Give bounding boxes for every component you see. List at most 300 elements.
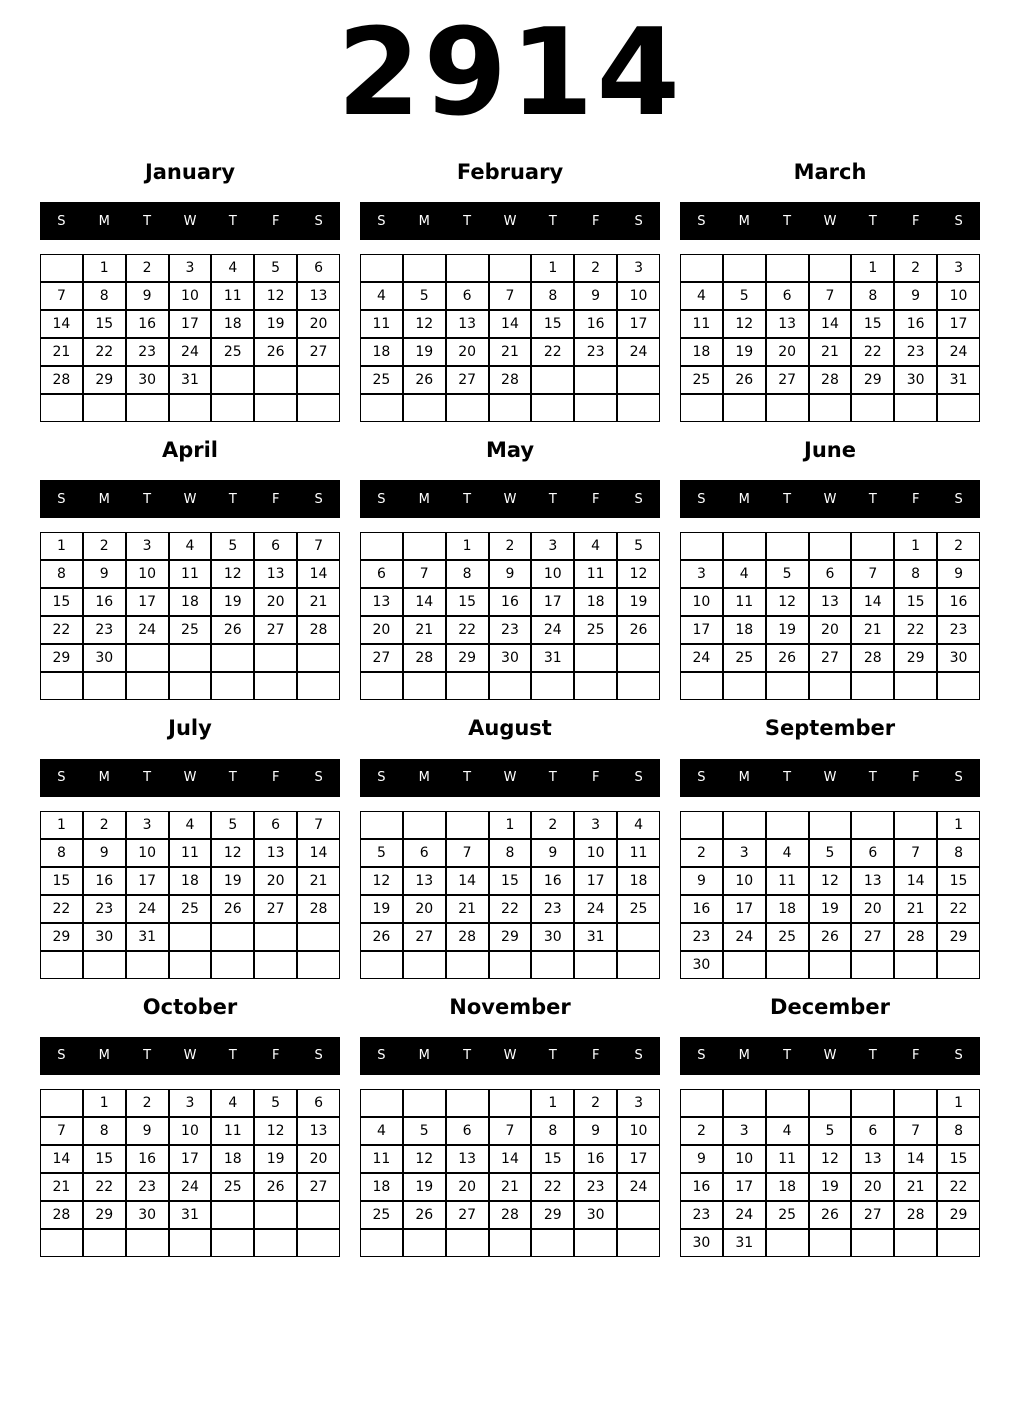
empty-day-cell — [680, 811, 723, 839]
empty-day-cell — [531, 1229, 574, 1257]
day-cell: 30 — [937, 644, 980, 672]
empty-day-cell — [297, 923, 340, 951]
day-cell: 3 — [723, 839, 766, 867]
day-cell: 24 — [617, 1173, 660, 1201]
day-cell: 19 — [723, 338, 766, 366]
day-cell: 30 — [680, 1229, 723, 1257]
weekday-label: M — [98, 1048, 110, 1064]
empty-day-cell — [297, 672, 340, 700]
day-cell: 14 — [403, 588, 446, 616]
day-cell: 24 — [937, 338, 980, 366]
empty-day-cell — [83, 672, 126, 700]
week-row — [360, 811, 660, 839]
empty-day-cell — [680, 1089, 723, 1117]
empty-day-cell — [574, 951, 617, 979]
day-cell: 19 — [254, 310, 297, 338]
day-cell: 26 — [723, 366, 766, 394]
weekday-label: S — [697, 770, 706, 786]
day-cell: 28 — [489, 366, 532, 394]
day-cell: 10 — [531, 560, 574, 588]
weekday-label: M — [418, 770, 430, 786]
day-cell: 15 — [531, 1145, 574, 1173]
day-cell: 13 — [254, 839, 297, 867]
empty-day-cell — [254, 1201, 297, 1229]
day-cell: 28 — [297, 895, 340, 923]
day-cell: 9 — [83, 560, 126, 588]
week-row — [360, 951, 660, 979]
week-row — [40, 366, 340, 394]
day-cell: 26 — [403, 1201, 446, 1229]
empty-day-cell — [574, 1229, 617, 1257]
day-cell: 17 — [169, 310, 212, 338]
day-cell: 20 — [851, 1173, 894, 1201]
weekday-label: S — [377, 770, 386, 786]
day-cell: 24 — [169, 338, 212, 366]
day-cell: 16 — [680, 1173, 723, 1201]
empty-day-cell — [169, 923, 212, 951]
empty-day-cell — [360, 811, 403, 839]
day-cell: 11 — [211, 282, 254, 310]
empty-day-cell — [851, 1089, 894, 1117]
day-cell: 16 — [126, 1145, 169, 1173]
empty-day-cell — [40, 672, 83, 700]
day-cell: 6 — [446, 1117, 489, 1145]
day-cell: 16 — [83, 867, 126, 895]
empty-day-cell — [126, 951, 169, 979]
day-cell: 13 — [851, 867, 894, 895]
day-cell: 21 — [894, 895, 937, 923]
day-cell: 18 — [723, 616, 766, 644]
empty-day-cell — [531, 672, 574, 700]
empty-day-cell — [680, 254, 723, 282]
day-cell: 12 — [617, 560, 660, 588]
empty-day-cell — [446, 394, 489, 422]
day-cell: 14 — [40, 1145, 83, 1173]
day-cell: 28 — [489, 1201, 532, 1229]
empty-day-cell — [809, 394, 852, 422]
week-row — [680, 895, 980, 923]
day-cell: 11 — [723, 588, 766, 616]
week-row — [680, 672, 980, 700]
weekday-label: T — [143, 1048, 152, 1064]
day-cell: 18 — [617, 867, 660, 895]
month-block — [680, 160, 980, 422]
empty-day-cell — [723, 254, 766, 282]
empty-day-cell — [937, 394, 980, 422]
weekday-label: T — [868, 1048, 877, 1064]
day-cell: 6 — [851, 839, 894, 867]
empty-day-cell — [211, 923, 254, 951]
week-row — [360, 588, 660, 616]
day-cell: 16 — [574, 310, 617, 338]
day-cell: 26 — [809, 1201, 852, 1229]
day-cell: 17 — [617, 310, 660, 338]
week-row — [680, 1173, 980, 1201]
day-cell: 25 — [169, 616, 212, 644]
week-row — [360, 254, 660, 282]
day-cell: 20 — [403, 895, 446, 923]
empty-day-cell — [851, 951, 894, 979]
month-day-grid — [360, 254, 660, 422]
month-day-grid — [680, 811, 980, 979]
day-cell: 26 — [360, 923, 403, 951]
day-cell: 28 — [809, 366, 852, 394]
empty-day-cell — [809, 672, 852, 700]
week-row — [40, 310, 340, 338]
weekday-header-row — [40, 202, 340, 240]
empty-day-cell — [723, 672, 766, 700]
day-cell: 16 — [531, 867, 574, 895]
day-cell: 5 — [617, 532, 660, 560]
month-title: January — [144, 160, 236, 184]
month-day-grid — [680, 254, 980, 422]
day-cell: 28 — [40, 1201, 83, 1229]
weekday-label: M — [418, 1048, 430, 1064]
week-row — [40, 1173, 340, 1201]
weekday-label: M — [98, 491, 110, 507]
weekday-label: M — [418, 491, 430, 507]
day-cell: 4 — [211, 254, 254, 282]
empty-day-cell — [360, 254, 403, 282]
day-cell: 7 — [40, 1117, 83, 1145]
empty-day-cell — [254, 394, 297, 422]
weekday-header-row — [40, 480, 340, 518]
weekday-label: W — [823, 770, 837, 786]
day-cell: 8 — [446, 560, 489, 588]
day-cell: 1 — [851, 254, 894, 282]
day-cell: 30 — [894, 366, 937, 394]
day-cell: 7 — [446, 839, 489, 867]
day-cell: 15 — [489, 867, 532, 895]
weekday-label: F — [591, 770, 600, 786]
day-cell: 21 — [40, 1173, 83, 1201]
week-row — [40, 588, 340, 616]
weekday-label: S — [954, 213, 963, 229]
day-cell: 21 — [809, 338, 852, 366]
day-cell: 6 — [446, 282, 489, 310]
month-title: November — [449, 994, 571, 1019]
day-cell: 27 — [446, 1201, 489, 1229]
week-row — [680, 560, 980, 588]
day-cell: 16 — [574, 1145, 617, 1173]
day-cell: 1 — [446, 532, 489, 560]
week-row — [680, 1145, 980, 1173]
empty-day-cell — [211, 1201, 254, 1229]
day-cell: 12 — [360, 867, 403, 895]
week-row — [680, 644, 980, 672]
weekday-header-row — [680, 1037, 980, 1075]
month-title: August — [468, 716, 552, 741]
day-cell: 31 — [169, 1201, 212, 1229]
day-cell: 29 — [937, 1201, 980, 1229]
empty-day-cell — [617, 672, 660, 700]
empty-day-cell — [851, 394, 894, 422]
day-cell: 9 — [574, 282, 617, 310]
week-row — [360, 895, 660, 923]
day-cell: 13 — [766, 310, 809, 338]
day-cell: 18 — [211, 1145, 254, 1173]
day-cell: 24 — [169, 1173, 212, 1201]
day-cell: 20 — [809, 616, 852, 644]
empty-day-cell — [680, 672, 723, 700]
week-row — [680, 588, 980, 616]
empty-day-cell — [489, 254, 532, 282]
weekday-label: S — [634, 770, 643, 786]
day-cell: 5 — [360, 839, 403, 867]
month-title: March — [793, 160, 867, 184]
day-cell: 14 — [446, 867, 489, 895]
day-cell: 3 — [169, 254, 212, 282]
day-cell: 12 — [809, 1145, 852, 1173]
day-cell: 10 — [723, 1145, 766, 1173]
day-cell: 27 — [254, 895, 297, 923]
empty-day-cell — [617, 366, 660, 394]
day-cell: 21 — [446, 895, 489, 923]
day-cell: 10 — [126, 839, 169, 867]
day-cell: 23 — [83, 895, 126, 923]
weekday-label: T — [548, 491, 557, 507]
day-cell: 3 — [574, 811, 617, 839]
day-cell: 22 — [937, 895, 980, 923]
day-cell: 27 — [851, 1201, 894, 1229]
day-cell: 10 — [574, 839, 617, 867]
weekday-label: M — [738, 770, 750, 786]
day-cell: 29 — [851, 366, 894, 394]
day-cell: 30 — [83, 644, 126, 672]
empty-day-cell — [360, 1089, 403, 1117]
weekday-label: F — [271, 491, 280, 507]
weekday-label: S — [314, 491, 323, 507]
day-cell: 8 — [40, 560, 83, 588]
day-cell: 15 — [531, 310, 574, 338]
weekday-label: T — [548, 770, 557, 786]
empty-day-cell — [766, 1229, 809, 1257]
day-cell: 4 — [169, 811, 212, 839]
day-cell: 2 — [83, 532, 126, 560]
weekday-header-row — [360, 759, 660, 797]
weekday-label: F — [911, 213, 920, 229]
day-cell: 17 — [574, 867, 617, 895]
day-cell: 31 — [126, 923, 169, 951]
day-cell: 13 — [254, 560, 297, 588]
day-cell: 6 — [766, 282, 809, 310]
empty-day-cell — [894, 1089, 937, 1117]
day-cell: 2 — [680, 839, 723, 867]
day-cell: 20 — [297, 310, 340, 338]
day-cell: 27 — [851, 923, 894, 951]
day-cell: 2 — [574, 254, 617, 282]
empty-day-cell — [574, 394, 617, 422]
weekday-header-row — [360, 1037, 660, 1075]
weekday-header-row — [360, 480, 660, 518]
day-cell: 13 — [809, 588, 852, 616]
empty-day-cell — [531, 951, 574, 979]
day-cell: 17 — [680, 616, 723, 644]
day-cell: 8 — [531, 1117, 574, 1145]
day-cell: 5 — [809, 839, 852, 867]
day-cell: 4 — [211, 1089, 254, 1117]
day-cell: 22 — [446, 616, 489, 644]
day-cell: 7 — [809, 282, 852, 310]
day-cell: 22 — [531, 1173, 574, 1201]
week-row — [360, 923, 660, 951]
empty-day-cell — [531, 394, 574, 422]
day-cell: 28 — [851, 644, 894, 672]
empty-day-cell — [169, 394, 212, 422]
day-cell: 26 — [254, 338, 297, 366]
weekday-label: S — [697, 491, 706, 507]
empty-day-cell — [680, 394, 723, 422]
day-cell: 11 — [617, 839, 660, 867]
empty-day-cell — [403, 672, 446, 700]
day-cell: 25 — [574, 616, 617, 644]
month-day-grid — [40, 532, 340, 700]
empty-day-cell — [617, 644, 660, 672]
day-cell: 9 — [126, 282, 169, 310]
weekday-label: W — [503, 770, 517, 786]
weekday-label: S — [954, 770, 963, 786]
day-cell: 1 — [937, 811, 980, 839]
day-cell: 24 — [617, 338, 660, 366]
weekday-label: S — [697, 213, 706, 229]
week-row — [40, 1117, 340, 1145]
day-cell: 8 — [83, 1117, 126, 1145]
day-cell: 18 — [574, 588, 617, 616]
day-cell: 11 — [169, 560, 212, 588]
week-row — [360, 338, 660, 366]
weekday-label: T — [783, 213, 792, 229]
day-cell: 11 — [680, 310, 723, 338]
day-cell: 25 — [360, 366, 403, 394]
day-cell: 17 — [126, 588, 169, 616]
week-row — [40, 532, 340, 560]
day-cell: 11 — [766, 867, 809, 895]
day-cell: 12 — [211, 560, 254, 588]
month-title: February — [456, 160, 564, 184]
empty-day-cell — [169, 951, 212, 979]
day-cell: 3 — [169, 1089, 212, 1117]
weekday-label: S — [697, 1048, 706, 1064]
day-cell: 1 — [937, 1089, 980, 1117]
empty-day-cell — [723, 394, 766, 422]
week-row — [40, 1089, 340, 1117]
weekday-label: W — [183, 491, 197, 507]
day-cell: 29 — [40, 644, 83, 672]
day-cell: 30 — [680, 951, 723, 979]
day-cell: 25 — [617, 895, 660, 923]
day-cell: 16 — [83, 588, 126, 616]
weekday-header-row — [40, 759, 340, 797]
day-cell: 5 — [809, 1117, 852, 1145]
day-cell: 29 — [446, 644, 489, 672]
empty-day-cell — [446, 254, 489, 282]
empty-day-cell — [489, 951, 532, 979]
week-row — [40, 616, 340, 644]
day-cell: 6 — [254, 532, 297, 560]
day-cell: 19 — [211, 588, 254, 616]
day-cell: 27 — [360, 644, 403, 672]
weekday-label: F — [271, 1048, 280, 1064]
day-cell: 17 — [937, 310, 980, 338]
empty-day-cell — [446, 672, 489, 700]
weekday-header-row — [680, 202, 980, 240]
day-cell: 7 — [297, 811, 340, 839]
weekday-label: M — [738, 491, 750, 507]
month-title: April — [161, 438, 219, 463]
day-cell: 19 — [211, 867, 254, 895]
week-row — [680, 1201, 980, 1229]
day-cell: 9 — [126, 1117, 169, 1145]
weekday-label: T — [868, 770, 877, 786]
weekday-label: T — [463, 770, 472, 786]
day-cell: 9 — [680, 1145, 723, 1173]
week-row — [40, 338, 340, 366]
day-cell: 25 — [360, 1201, 403, 1229]
year-title: 2914 — [337, 4, 683, 143]
month-day-grid — [360, 1089, 660, 1257]
week-row — [680, 1117, 980, 1145]
day-cell: 12 — [723, 310, 766, 338]
weekday-label: W — [823, 491, 837, 507]
day-cell: 16 — [126, 310, 169, 338]
day-cell: 8 — [937, 839, 980, 867]
empty-day-cell — [489, 1089, 532, 1117]
empty-day-cell — [809, 1229, 852, 1257]
week-row — [40, 811, 340, 839]
day-cell: 15 — [937, 1145, 980, 1173]
weekday-label: W — [183, 213, 197, 229]
day-cell: 22 — [531, 338, 574, 366]
weekday-label: T — [783, 491, 792, 507]
day-cell: 5 — [403, 282, 446, 310]
day-cell: 28 — [894, 923, 937, 951]
empty-day-cell — [894, 394, 937, 422]
day-cell: 15 — [40, 867, 83, 895]
day-cell: 6 — [297, 254, 340, 282]
weekday-label: S — [57, 491, 66, 507]
day-cell: 13 — [297, 282, 340, 310]
week-row — [360, 282, 660, 310]
week-row — [680, 867, 980, 895]
empty-day-cell — [169, 1229, 212, 1257]
day-cell: 1 — [40, 811, 83, 839]
day-cell: 17 — [723, 895, 766, 923]
day-cell: 26 — [254, 1173, 297, 1201]
day-cell: 11 — [211, 1117, 254, 1145]
week-row — [40, 951, 340, 979]
empty-day-cell — [360, 1229, 403, 1257]
day-cell: 26 — [617, 616, 660, 644]
weekday-label: S — [634, 213, 643, 229]
day-cell: 12 — [766, 588, 809, 616]
day-cell: 26 — [211, 895, 254, 923]
day-cell: 25 — [169, 895, 212, 923]
day-cell: 7 — [489, 1117, 532, 1145]
weekday-label: W — [823, 213, 837, 229]
weekday-label: S — [377, 1048, 386, 1064]
day-cell: 11 — [360, 310, 403, 338]
day-cell: 27 — [446, 366, 489, 394]
empty-day-cell — [723, 811, 766, 839]
day-cell: 2 — [489, 532, 532, 560]
weekday-label: F — [271, 213, 280, 229]
day-cell: 22 — [937, 1173, 980, 1201]
week-row — [680, 811, 980, 839]
day-cell: 17 — [617, 1145, 660, 1173]
day-cell: 9 — [531, 839, 574, 867]
day-cell: 21 — [40, 338, 83, 366]
day-cell: 29 — [83, 1201, 126, 1229]
